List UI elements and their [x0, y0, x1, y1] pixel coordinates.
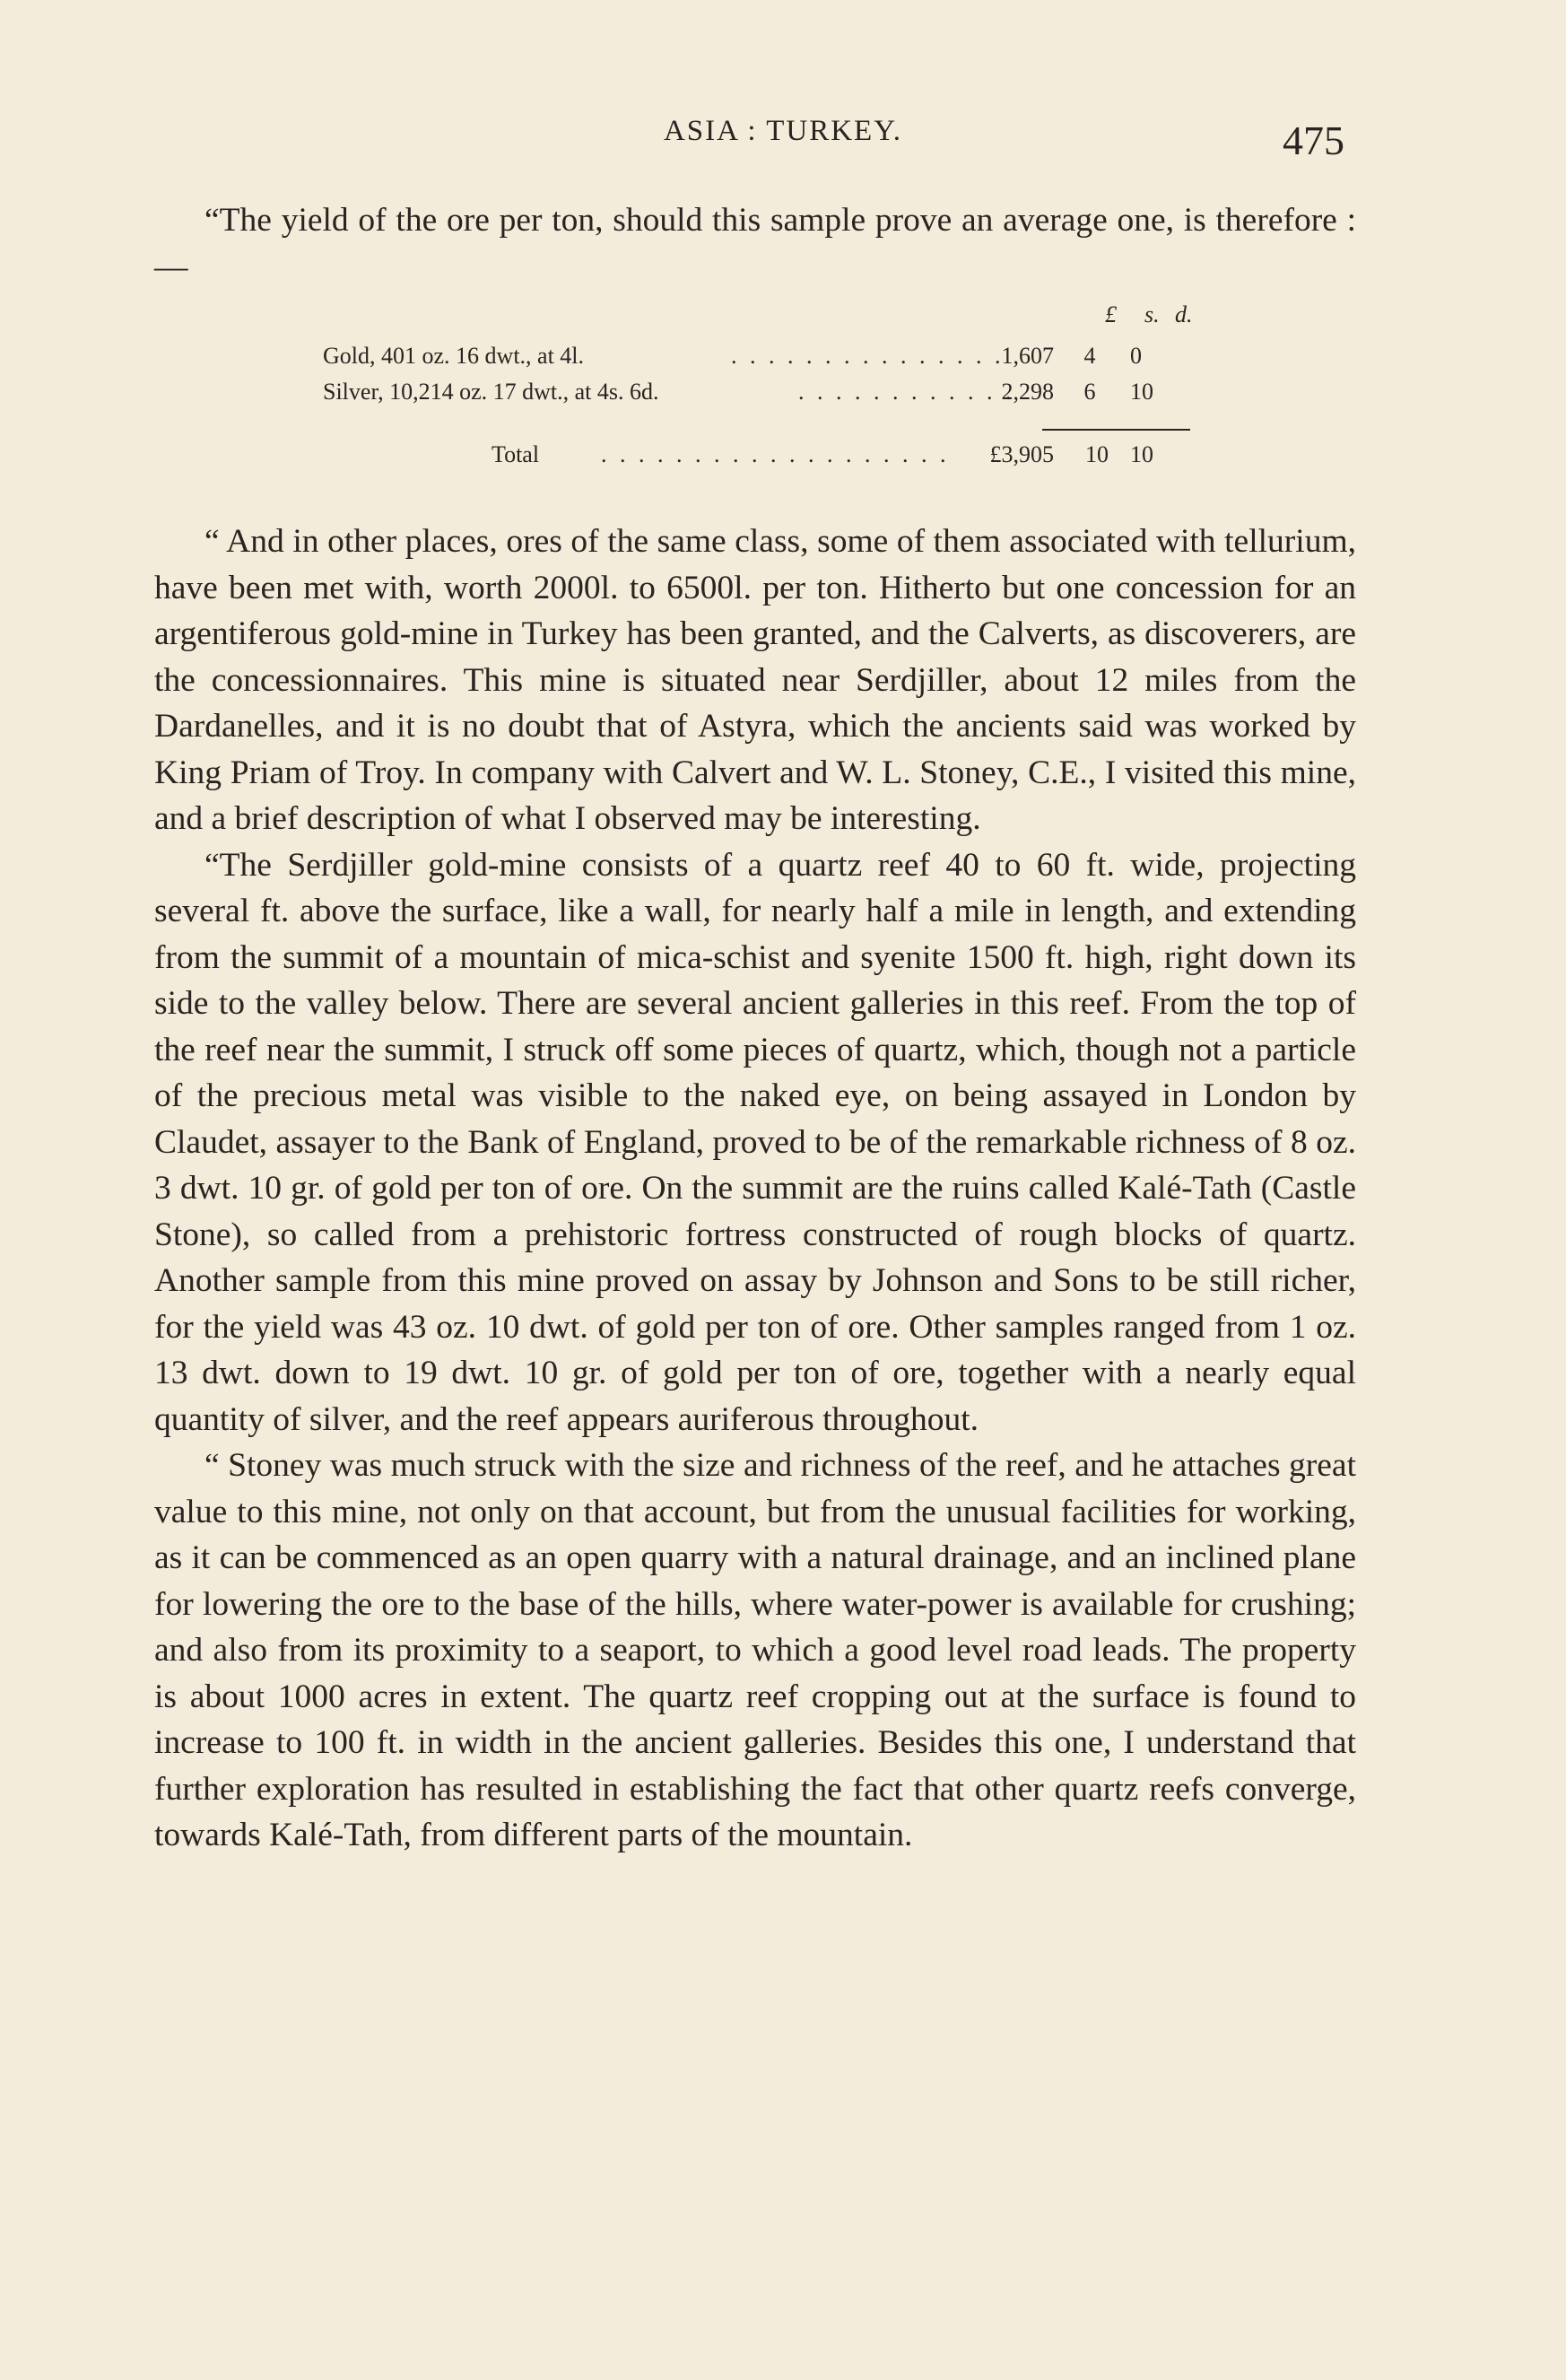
running-head: ASIA : TURKEY. [663, 115, 903, 147]
body-text [154, 519, 1356, 1859]
ledger-shillings: 4 [1083, 343, 1096, 369]
ledger-row-gold [323, 343, 1184, 379]
page-number: 475 [1283, 118, 1344, 163]
ledger-row-total [323, 441, 1184, 477]
ledger-pounds: 1,607 [1001, 343, 1054, 369]
paragraph-stoney: “ Stoney was much struck with the size and richness of the reef, and he attaches great value to this mine, not only on that account, but from the unusual facilities for working, as it can be commenced as an open quarry with a natural drainage, and an inclined plane for lowering the ore to the base of the hills, where water-power is available for crushing; and also from its proximity to a seaport, to which a good level road leads. The property is about 1000 acres in extent. The quartz reef cropping out at the surface is found to increase to 100 ft. in width in the ancient galleries. Besides this one, I understand that further exploration has resulted in establishing the fact that other quartz reefs converge, towards Kalé-Tath, from different parts of the mountain. [154, 1447, 1356, 1853]
intro-paragraph: “The yield of the ore per ton, should this sample prove an average one, is therefore :— [154, 202, 1356, 285]
total-rule [1042, 429, 1190, 431]
ledger-total-shillings: 10 [1085, 441, 1109, 467]
ledger-total-pounds: £3,905 [989, 441, 1054, 467]
pence-column-header: d. [1175, 301, 1193, 327]
ledger-total-label: Total [492, 441, 540, 467]
leader-dots: . . . . . . . . . . . . . . . [731, 343, 1005, 369]
paragraph-serdjiller-mine: “The Serdjiller gold-mine consists of a quartz reef 40 to 60 ft. wide, projecting several ft. above the surface, like a wall, for nearly half a mile in length, and extending from the summit of a mountain of mica-schist and syenite 1500 ft. high, right down its side to the valley below. There are several ancient galleries in this reef. From the top of the reef near the summit, I struck off some pieces of quartz, which, though not a particle of the precious metal was visible to the naked eye, on being assayed in London by Claudet, assayer to the Bank of England, proved to be of the remarkable richness of 8 oz. 3 dwt. 10 gr. of gold per ton of ore. On the summit are the ruins called Kalé-Tath (Castle Stone), so called from a prehistoric fortress constructed of rough blocks of quartz. Another sample from this mine proved on assay by Johnson and Sons to be still richer, for the yield was 43 oz. 10 dwt. of gold per ton of ore. Other samples ranged from 1 oz. 13 dwt. down to 19 dwt. 10 gr. of gold per ton of ore, together with a nearly equal quantity of silver, and the reef appears auriferous throughout. [154, 846, 1356, 1438]
leader-dots: . . . . . . . . . . . . . . . . . . . [601, 441, 950, 467]
ledger-pounds: 2,298 [1001, 379, 1054, 405]
shillings-column-header: s. [1144, 301, 1160, 327]
ledger-pence: 0 [1130, 343, 1142, 369]
ledger-row-silver [323, 379, 1184, 414]
ledger-shillings: 6 [1083, 379, 1096, 405]
ledger-pence: 10 [1130, 379, 1153, 405]
leader-dots: . . . . . . . . . . . . [798, 379, 1015, 405]
ledger-row-label: Silver, 10,214 oz. 17 dwt., at 4s. 6d. [323, 379, 659, 405]
paragraph-other-ores: “ And in other places, ores of the same class, some of them associated with tellurium, have been met with, worth 2000l. to 6500l. per ton. Hitherto but one concession for an argentiferous gold-mine in Turkey has been granted, and the Calverts, as discoverers, are the concessionnaires. This mine is situated near Serdjiller, about 12 miles from the Dardanelles, and it is no doubt that of Astyra, which the ancients said was worked by King Priam of Troy. In company with Calvert and W. L. Stoney, C.E., I visited this mine, and a brief description of what I observed may be interesting. [154, 523, 1356, 837]
intro-text [154, 197, 1356, 290]
ledger-currency-header [1049, 301, 1193, 337]
pounds-column-header: £ [1105, 301, 1117, 327]
ledger-row-label: Gold, 401 oz. 16 dwt., at 4l. [323, 343, 585, 369]
ledger-total-pence: 10 [1130, 441, 1153, 467]
